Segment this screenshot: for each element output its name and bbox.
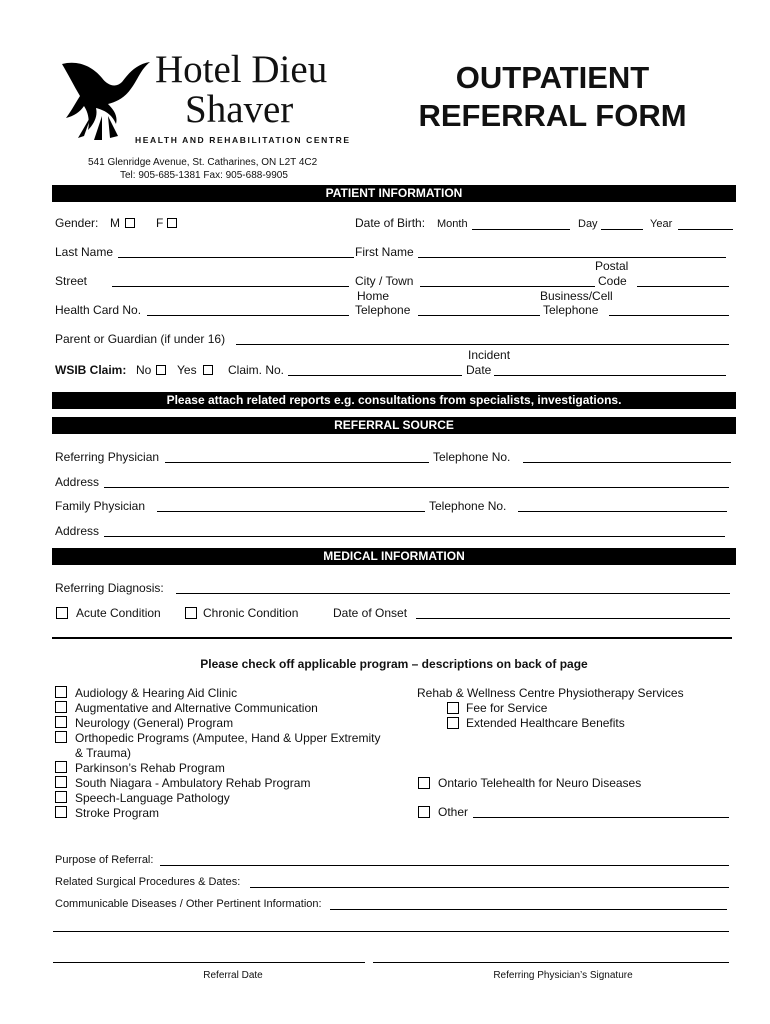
program-list-left xyxy=(55,686,380,821)
claim-no-field[interactable] xyxy=(288,375,462,376)
program-aac[interactable]: Augmentative and Alternative Communication xyxy=(55,701,380,716)
family-address-label: Address xyxy=(55,524,100,538)
logo-name-line1: Hotel Dieu xyxy=(155,48,328,91)
checkbox-icon[interactable] xyxy=(55,776,67,788)
medical-info-heading: MEDICAL INFORMATION xyxy=(52,548,736,565)
program-orthopedic[interactable]: Orthopedic Programs (Amputee, Hand & Upper Extremity xyxy=(55,731,380,746)
other-field[interactable] xyxy=(473,817,729,818)
referring-physician-field[interactable] xyxy=(165,462,429,463)
referring-diagnosis-field[interactable] xyxy=(176,593,730,594)
rehab-wellness-label: Rehab & Wellness Centre Physiotherapy Services xyxy=(417,686,684,700)
fee-for-service-label: Fee for Service xyxy=(466,701,548,715)
family-telephone-label: Telephone No. xyxy=(429,499,507,513)
family-physician-label: Family Physician xyxy=(55,499,146,513)
program-audiology[interactable]: Audiology & Hearing Aid Clinic xyxy=(55,686,380,701)
patient-info-heading: PATIENT INFORMATION xyxy=(52,185,736,202)
home-telephone-field[interactable] xyxy=(418,315,540,316)
wsib-yes-label: Yes xyxy=(177,363,197,377)
street-field[interactable] xyxy=(112,286,349,287)
family-telephone-field[interactable] xyxy=(518,511,727,512)
city-town-label: City / Town xyxy=(355,274,414,288)
surgical-label: Related Surgical Procedures & Dates: xyxy=(55,876,241,888)
home-label: Home xyxy=(357,289,390,303)
health-card-label: Health Card No. xyxy=(55,303,142,317)
city-town-field[interactable] xyxy=(420,286,595,287)
dob-label: Date of Birth: xyxy=(355,216,426,230)
date-of-onset-label: Date of Onset xyxy=(333,606,408,620)
dob-month-label: Month xyxy=(437,218,468,230)
date-of-onset-field[interactable] xyxy=(416,618,730,619)
checkbox-icon[interactable] xyxy=(55,716,67,728)
extended-health-checkbox[interactable] xyxy=(447,717,459,729)
acute-condition-label: Acute Condition xyxy=(76,606,161,620)
postal-code-field[interactable] xyxy=(637,286,729,287)
extended-health-label: Extended Healthcare Benefits xyxy=(466,716,625,730)
chronic-condition-checkbox[interactable] xyxy=(185,607,197,619)
acute-condition-checkbox[interactable] xyxy=(56,607,68,619)
incident-date-label: Date xyxy=(466,363,492,377)
health-card-field[interactable] xyxy=(147,315,349,316)
purpose-label: Purpose of Referral: xyxy=(55,854,154,866)
dob-day-field[interactable] xyxy=(601,229,643,230)
purpose-field[interactable] xyxy=(160,865,729,866)
checkbox-icon[interactable] xyxy=(55,806,67,818)
extra-info-line[interactable] xyxy=(53,931,729,932)
business-telephone-field[interactable] xyxy=(609,315,729,316)
referring-physician-label: Referring Physician xyxy=(55,450,160,464)
referring-telephone-label: Telephone No. xyxy=(433,450,511,464)
postal-code-label: Code xyxy=(598,274,627,288)
signature-label: Referring Physician’s Signature xyxy=(493,970,633,981)
last-name-field[interactable] xyxy=(118,257,354,258)
wsib-yes-checkbox[interactable] xyxy=(203,365,213,375)
incident-label: Incident xyxy=(468,348,511,362)
attach-reports-notice: Please attach related reports e.g. consultations from specialists, investigations. xyxy=(52,392,736,409)
referring-address-field[interactable] xyxy=(104,487,729,488)
dob-year-label: Year xyxy=(650,218,673,230)
home-telephone-label: Telephone xyxy=(355,303,411,317)
checkbox-icon[interactable] xyxy=(55,791,67,803)
first-name-field[interactable] xyxy=(418,257,726,258)
claim-no-label: Claim. No. xyxy=(228,363,285,377)
first-name-label: First Name xyxy=(355,245,414,259)
business-cell-label: Business/Cell xyxy=(540,289,613,303)
checkbox-icon[interactable] xyxy=(55,686,67,698)
form-title-line1: OUTPATIENT xyxy=(455,60,650,95)
telehealth-label: Ontario Telehealth for Neuro Diseases xyxy=(438,776,642,790)
business-telephone-label: Telephone xyxy=(543,303,599,317)
form-title-line2: REFERRAL FORM xyxy=(418,98,687,133)
dob-year-field[interactable] xyxy=(678,229,733,230)
referring-telephone-field[interactable] xyxy=(523,462,731,463)
communicable-label: Communicable Diseases / Other Pertinent Information: xyxy=(55,898,322,910)
checkbox-icon[interactable] xyxy=(55,731,67,743)
referring-diagnosis-label: Referring Diagnosis: xyxy=(55,581,164,595)
fee-for-service-checkbox[interactable] xyxy=(447,702,459,714)
other-label: Other xyxy=(438,805,469,819)
parent-guardian-label: Parent or Guardian (if under 16) xyxy=(55,332,226,346)
dove-logo-icon xyxy=(58,52,158,142)
gender-label: Gender: xyxy=(55,216,99,230)
incident-date-field[interactable] xyxy=(494,375,726,376)
program-orthopedic-cont: & Trauma) xyxy=(75,746,132,760)
logo-name-line2: Shaver xyxy=(185,88,294,131)
gender-male-checkbox[interactable] xyxy=(125,218,135,228)
clinic-address: 541 Glenridge Avenue, St. Catharines, ON L2T 4C2 xyxy=(88,157,318,168)
gender-male-label: M xyxy=(110,216,120,230)
referral-source-heading: REFERRAL SOURCE xyxy=(52,417,736,434)
surgical-field[interactable] xyxy=(250,887,729,888)
checkbox-icon[interactable] xyxy=(55,701,67,713)
parent-guardian-field[interactable] xyxy=(236,344,729,345)
other-checkbox[interactable] xyxy=(418,806,430,818)
gender-female-label: F xyxy=(156,216,164,230)
programs-heading: Please check off applicable program – descriptions on back of page xyxy=(200,657,588,671)
postal-label: Postal xyxy=(595,259,629,273)
dob-day-label: Day xyxy=(578,218,598,230)
checkbox-icon[interactable] xyxy=(55,761,67,773)
dob-month-field[interactable] xyxy=(472,229,570,230)
referral-date-label: Referral Date xyxy=(203,970,263,981)
wsib-claim-label: WSIB Claim: xyxy=(55,363,127,377)
wsib-no-label: No xyxy=(136,363,152,377)
communicable-field[interactable] xyxy=(330,909,727,910)
program-parkinsons[interactable]: Parkinson’s Rehab Program xyxy=(55,761,380,776)
referral-date-field[interactable] xyxy=(53,962,365,963)
referring-address-label: Address xyxy=(55,475,100,489)
wsib-no-checkbox[interactable] xyxy=(156,365,166,375)
program-speech-language[interactable]: Speech-Language Pathology xyxy=(55,791,380,806)
telehealth-checkbox[interactable] xyxy=(418,777,430,789)
family-address-field[interactable] xyxy=(104,536,725,537)
section-divider xyxy=(52,637,732,639)
gender-female-checkbox[interactable] xyxy=(167,218,177,228)
street-label: Street xyxy=(55,274,88,288)
program-neurology[interactable]: Neurology (General) Program xyxy=(55,716,380,731)
chronic-condition-label: Chronic Condition xyxy=(203,606,299,620)
program-stroke[interactable]: Stroke Program xyxy=(55,806,380,821)
clinic-phone-fax: Tel: 905-685-1381 Fax: 905-688-9905 xyxy=(120,170,288,181)
last-name-label: Last Name xyxy=(55,245,114,259)
logo-tagline: HEALTH AND REHABILITATION CENTRE xyxy=(135,135,351,145)
family-physician-field[interactable] xyxy=(157,511,425,512)
program-south-niagara[interactable]: South Niagara - Ambulatory Rehab Program xyxy=(55,776,380,791)
signature-field[interactable] xyxy=(373,962,729,963)
